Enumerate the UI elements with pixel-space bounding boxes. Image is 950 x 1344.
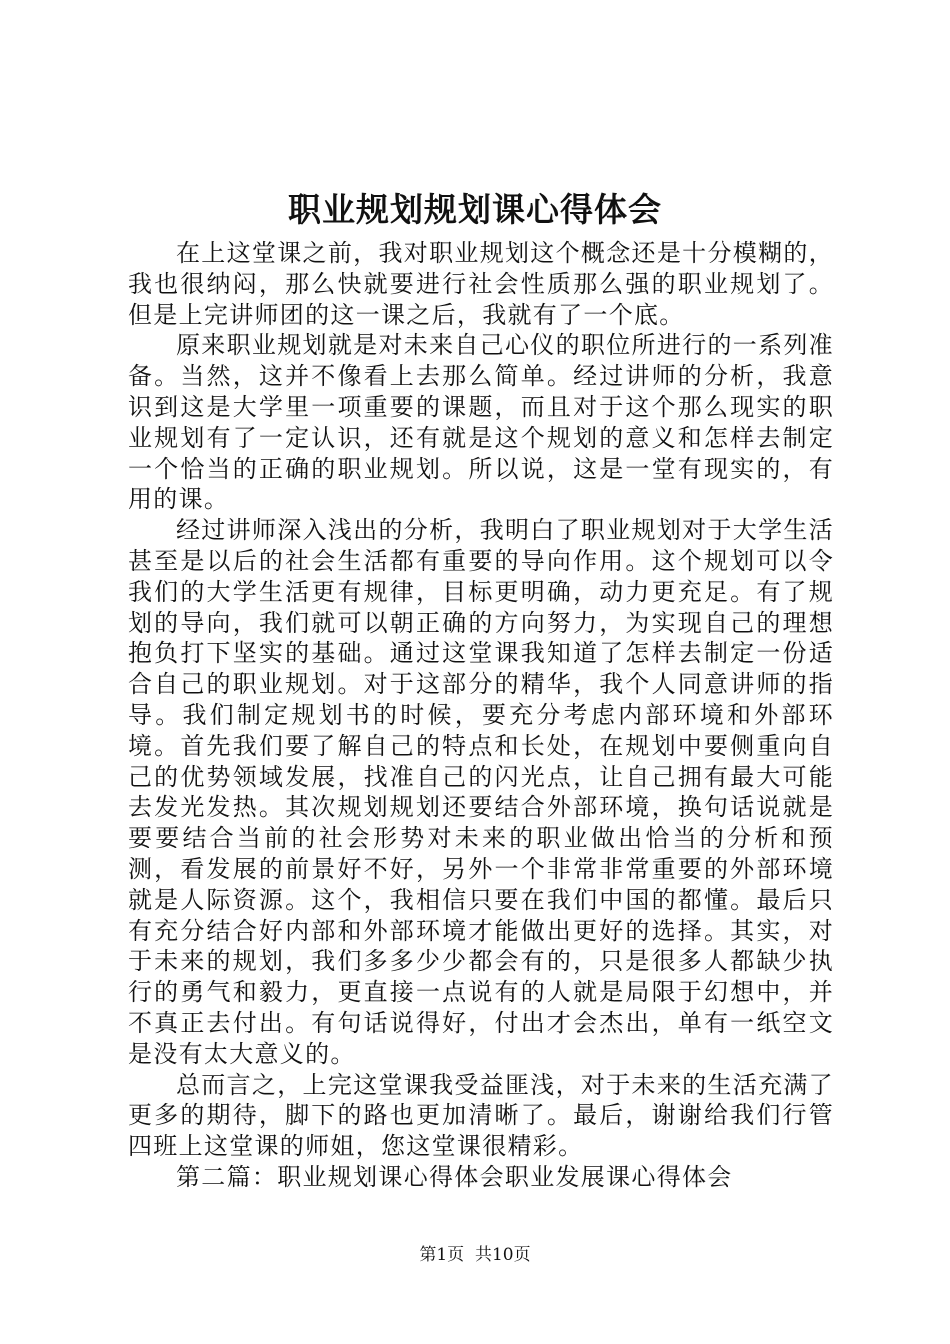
paragraph-2: 原来职业规划就是对未来自己心仪的职位所进行的一系列准备。当然，这并不像看上去那么简单。经过讲师的分析，我意识到这是大学里一项重要的课题，而且对于这个那么现实的职业规划有了一定认识，还有就是这个规划的意义和怎样去制定一个恰当的正确的职业规划。所以说，这是一堂有现实的，有用的课。 <box>128 331 834 514</box>
paragraph-4: 总而言之，上完这堂课我受益匪浅，对于未来的生活充满了更多的期待，脚下的路也更加清晰了。最后，谢谢给我们行管四班上这堂课的师姐，您这堂课很精彩。 <box>128 1070 834 1161</box>
document-title: 职业规划规划课心得体会 <box>288 190 662 229</box>
page-footer <box>0 1244 950 1266</box>
paragraph-1: 在上这堂课之前，我对职业规划这个概念还是十分模糊的，我也很纳闷，那么快就要进行社会性质那么强的职业规划了。但是上完讲师团的这一课之后，我就有了一个底。 <box>128 239 834 329</box>
paragraph-3: 经过讲师深入浅出的分析，我明白了职业规划对于大学生活甚至是以后的社会生活都有重要的导向作用。这个规划可以令我们的大学生活更有规律，目标更明确，动力更充足。有了规划的导向，我们就可以朝正确的方向努力，为实现自己的理想抱负打下坚实的基础。通过这堂课我知道了怎样去制定一份适合自己的职业规划。对于这部分的精华，我个人同意讲师的指导。我们制定规划书的时候，要充分考虑内部环境和外部环境。首先我们要了解自己的特点和长处，在规划中要侧重向自己的优势领域发展，找准自己的闪光点，让自己拥有最大可能去发光发热。其次规划规划还要结合外部环境，换句话说就是要要结合当前的社会形势对未来的职业做出恰当的分析和预测，看发展的前景好不好，另外一个非常非常重要的外部环境就是人际资源。这个，我相信只要在我们中国的都懂。最后只有充分结合好内部和外部环境才能做出更好的选择。其实，对于未来的规划，我们多多少少都会有的，只是很多人都缺少执行的勇气和毅力，更直接一点说有的人就是局限于幻想中，并不真正去付出。有句话说得好，付出才会杰出，单有一纸空文是没有太大意义的。 <box>128 516 834 1068</box>
document-body <box>128 238 834 1193</box>
page-number: 第1页 共10页 <box>419 1245 531 1265</box>
paragraph-5-heading: 第二篇：职业规划课心得体会职业发展课心得体会 <box>176 1162 733 1191</box>
